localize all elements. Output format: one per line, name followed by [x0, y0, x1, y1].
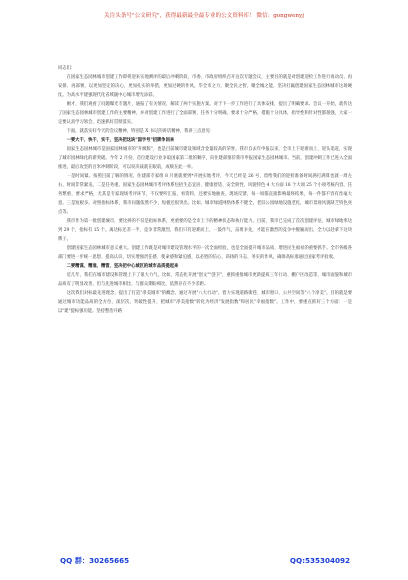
promo-banner	[52, 12, 356, 20]
document-body	[58, 64, 352, 316]
banner-wechat: 微信：gongwenyj	[256, 13, 304, 19]
paragraph: 刚才，我们观看了问题曝光专题片，通报了有关情况，解读了两个实施方案。对于下一步工作进行了具体安排，提出了明确要求。会议一开始，就传达了国家生态园林城市创建工作的主要精神，并对创建工作进行了全面部署，任务十分明确，要求十分严格，措施十分具体，指导性和针对性都很强，大家一定要认真学习领会，迅速抓好贯彻落实。	[58, 102, 352, 125]
paragraph: 一是时间紧。按照目前了解的情况，住建部专家组 8 月底就要到*开展实地考评，今天已经是 26 号，留给我们的迎检准备时间满打满算也就一周左右，时间非常紧迫。二是任务重。国家生态园林城市考评体系包括生态宜居、健康舒适、安全韧性、风貌特色 4 大方面 18 个大项 25 个小项考核内容，任务繁重、要求严格，尤其是专家现场考评环节，不仅要听汇报，看资料，还要实地抽查、现场反馈，每一项都直接影响最终结果，每一件都不容有丝毫大意。三是短板多。对照指标体系，我市问题依然不少，短板还很突出。比如，城市绿道网络体系不健全，老旧公园绿地设施老化，城市景观风貌缺乏特色亮点等。	[58, 174, 352, 215]
section-heading: 一要大干、快干、实干，坚决把这块"国字号"招牌争回来	[66, 138, 175, 143]
contact-footer	[60, 556, 350, 566]
qq-text: QQ:535304092	[289, 556, 350, 565]
paragraph: 我市作为第一批创建城市，要比拼的不仅是指标体系，更重要的是全市上下的精神状态和执行能力。目前，我市已完成了首次创建评估，城市绿地率达到 29 个，指标有 15 个。离达标还差一半，竞争非常激烈，我们只有迎难而上，一鼓作气，奋勇争先，才能在激烈的竞争中脱颖而出，全力以赴拿下这块牌子。	[58, 219, 352, 242]
paragraph: 在国家生态园林城市创建工作即将迎来实地测评的最后冲刺阶段，市委、市政府组织召开这次专题会议，主要目的就是对创建迎检工作进行再动员、再安排、再部署，以更加坚定的决心，更加扎实的举措，更加过硬的作风，毕全市之力，聚全民之智，聚全城之能，坚决打赢创建国家生态园林城市这场硬仗。为高水平建强现代化省域副中心城市增光添彩。	[58, 75, 352, 98]
section-heading: 二要精谋、精准、精管，坚决把中心城区的城市品质提起来	[66, 264, 179, 269]
paragraph: 近几年，我们在城市建设和管理上下了很大力气，比如，常态化开展"创文""创卫"，重抓重推城市更新提质三年行动、棚户区改造等，城市面貌和城市品质有了明显改善，但与先进城市相比、与群众期盼相比，依然存在不少差距。	[58, 273, 352, 287]
qq-group-text: QQ 群：30265665	[60, 556, 130, 565]
paragraph: 国家生态园林城市是国家园林城市的"升级版"，也是目前城市建设领域含金量较高的荣誉。我市自去年申报以来，全市上下迎难而上、迎头追赶，实现了城市园林绿化的新突破。今年 2 月份，首位建设行业争取国家第二批的顺序，向住建部推荐我市申报国家生态园林城市。当前，创建冲刺工作已进入全面推进，最后攻坚的百米冲刺阶段，可以说决战就在眼前，成败在此一举。	[58, 147, 352, 170]
greeting: 同志们：	[58, 66, 76, 71]
paragraph: 创建国家生态园林城市意义重大。创建工作既是对城市建设管理水平的一次全面检验，也是全面提升城市品质、增进民生福祉的重要抓手。全市各级各部门要进一步统一思想、提高认识，切实增强责任感、使命感和紧迫感，以必胜的信心、昂扬的斗志、务实的作风，确保高标准通过国家考评验收。	[58, 246, 352, 260]
paragraph: 下面，就落实好今天的会议精神，特别是 X 书记的讲话精神，我讲三点意见：	[66, 129, 215, 134]
banner-text: 关注头条号"公文研究"，获得最新最全最专业的公文资料库！	[104, 13, 255, 19]
paragraph: 这次我们对标最先进理念，提出了打造"净美城市"的概念，通过开展"八大行动"，着力实现道路街巷、城市窗口、公共空间等"八个净美"。目的就是要通过城市功能品质的全方位、深层次、突破性提升，把城市"净美指数"转化为经济"发展指数"和居民"幸福指数"。工作中，要重点抓好三个方面：一是以"建"提标强功能。坚持整治开路	[58, 291, 352, 314]
